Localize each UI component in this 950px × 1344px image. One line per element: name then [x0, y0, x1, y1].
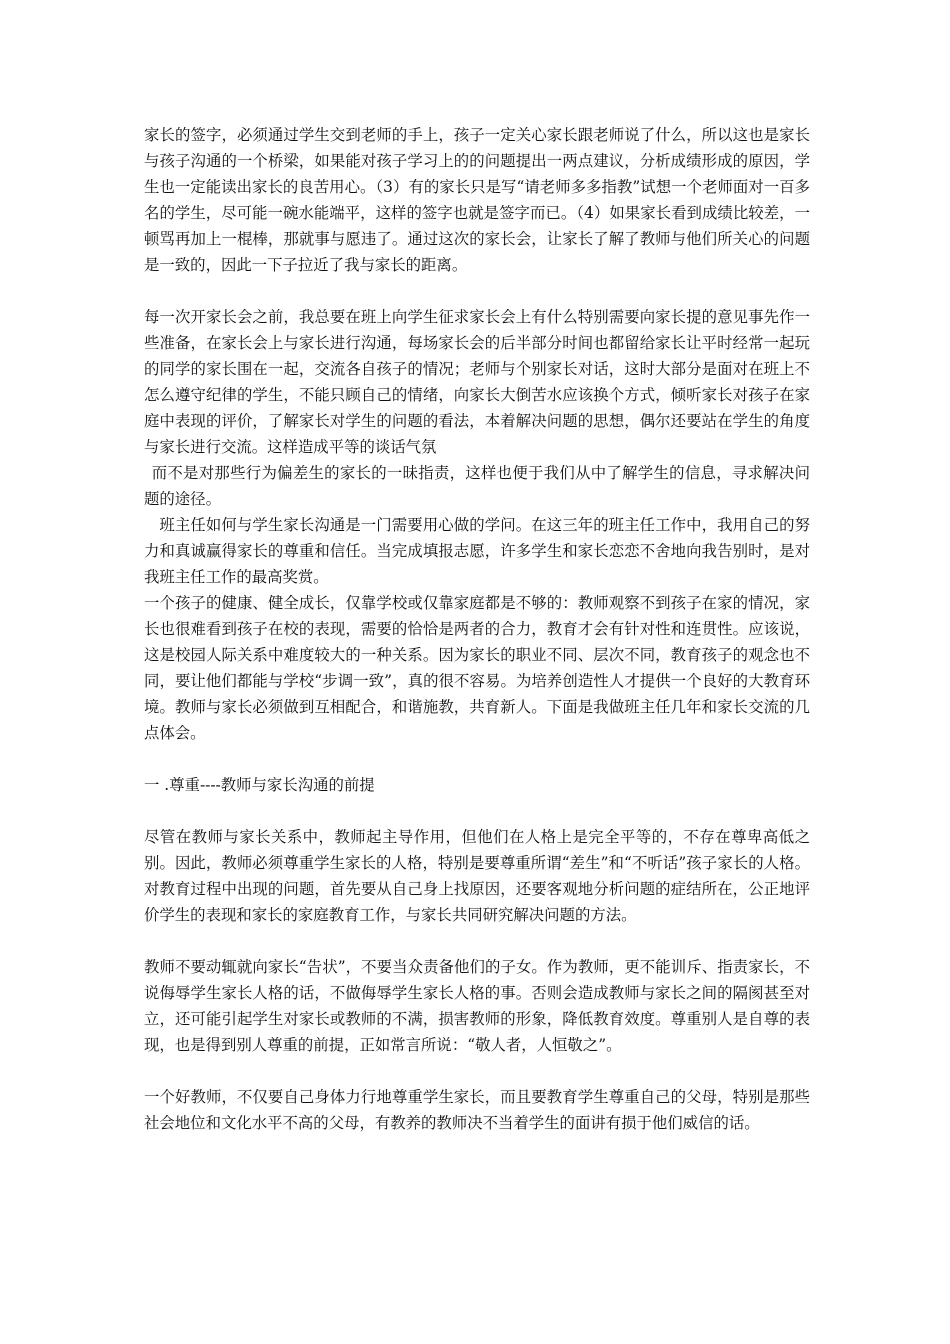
- paragraph-1: 家长的签字，必须通过学生交到老师的手上，孩子一定关心家长跟老师说了什么，所以这也是家长与孩子沟通的一个桥梁，如果能对孩子学习上的的问题提出一两点建议，分析成绩形成的原因，学生也一定能读出家长的良苦用心。（3）有的家长只是写“请老师多多指教”试想一个老师面对一百多名的学生，尽可能一碗水能端平，这样的签字也就是签字而已。（4）如果家长看到成绩比较差，一顿骂再加上一棍棒，那就事与愿违了。通过这次的家长会，让家长了解了教师与他们所关心的问题是一致的，因此一下子拉近了我与家长的距离。: [144, 126, 810, 274]
- paragraph-5: 一个孩子的健康、健全成长，仅靠学校或仅靠家庭都是不够的：教师观察不到孩子在家的情况，家长也很难看到孩子在校的表现，需要的恰恰是两者的合力，教育才会有针对性和连贯性。应该说，这是校园人际关系中难度较大的一种关系。因为家长的职业不同、层次不同，教育孩子的观念也不同，要让他们都能与学校“步调一致”，真的很不容易。为培养创造性人才提供一个良好的大教育环境。教师与家长必须做到互相配合，和谐施教，共育新人。下面是我做班主任几年和家长交流的几点体会。: [144, 594, 810, 742]
- paragraph-8: 一个好教师，不仅要自己身体力行地尊重学生家长，而且要教育学生尊重自己的父母，特别是那些社会地位和文化水平不高的父母，有教养的教师决不当着学生的面讲有损于他们威信的话。: [144, 1088, 810, 1132]
- paragraph-spacer: [144, 798, 810, 824]
- paragraph-4: 班主任如何与学生家长沟通是一门需要用心做的学问。在这三年的班主任工作中，我用自己的努力和真诚赢得家长的尊重和信任。当完成填报志愿，许多学生和家长恋恋不舍地向我告别时，是对我班主任工作的最高奖赏。: [144, 516, 810, 586]
- paragraph-spacer: [144, 746, 810, 772]
- paragraph-spacer: [144, 928, 810, 954]
- paragraph-3: 而不是对那些行为偏差生的家长的一昧指责，这样也便于我们从中了解学生的信息，寻求解决问题的途径。: [144, 464, 810, 508]
- section-heading: 一 .尊重----教师与家长沟通的前提: [144, 776, 375, 794]
- paragraph-spacer: [144, 278, 810, 304]
- paragraph-6: 尽管在教师与家长关系中，教师起主导作用，但他们在人格上是完全平等的，不存在尊卑高低之别。因此，教师必须尊重学生家长的人格，特别是要尊重所谓“差生”和“不听话”孩子家长的人格。对教育过程中出现的问题，首先要从自己身上找原因，还要客观地分析问题的症结所在，公正地评价学生的表现和家长的家庭教育工作，与家长共同研究解决问题的方法。: [144, 828, 810, 924]
- paragraph-spacer: [144, 1058, 810, 1084]
- paragraph-2: 每一次开家长会之前，我总要在班上向学生征求家长会上有什么特别需要向家长提的意见事先作一些准备，在家长会上与家长进行沟通，每场家长会的后半部分时间也都留给家长让平时经常一起玩的同学的家长围在一起，交流各自孩子的情况；老师与个别家长对话，这时大部分是面对在班上不怎么遵守纪律的学生，不能只顾自己的情绪，向家长大倒苦水应该换个方式，倾听家长对孩子在家庭中表现的评价，了解家长对学生的问题的看法，本着解决问题的思想，偶尔还要站在学生的角度与家长进行交流。这样造成平等的谈话气氛: [144, 308, 810, 456]
- paragraph-7: 教师不要动辄就向家长“告状”，不要当众责备他们的子女。作为教师，更不能训斥、指责家长，不说侮辱学生家长人格的话，不做侮辱学生家长人格的事。否则会造成教师与家长之间的隔阂甚至对立，还可能引起学生对家长或教师的不满，损害教师的形象，降低教育效度。尊重别人是自尊的表现，也是得到别人尊重的前提，正如常言所说：“敬人者，人恒敬之”。: [144, 958, 810, 1054]
- document-body: [144, 122, 810, 1136]
